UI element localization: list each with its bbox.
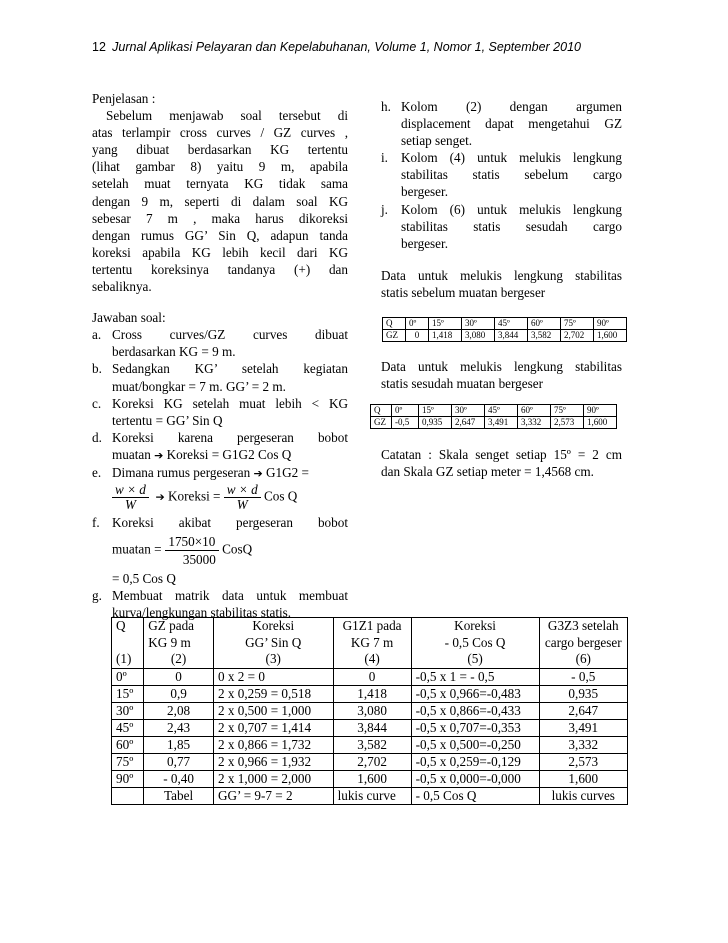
item-e [92, 464, 348, 512]
table-cell: -0,5 x 0,000=-0,000 [411, 770, 539, 787]
table-cell: 30º [462, 318, 495, 330]
fraction-denominator: W [236, 497, 248, 513]
table-cell: -0,5 x 0,500=-0,250 [411, 736, 539, 753]
penjelasan-line: setelah muat ternyata KG tidak sama [92, 176, 348, 192]
item-d-line: Koreksi karena pergeseran bobot [112, 429, 348, 445]
header-line: G1Z1 pada [342, 618, 402, 633]
arrow-icon: ➔ [155, 490, 165, 504]
table-cell: 3,080 [333, 702, 411, 719]
table-cell: 0,935 [539, 685, 627, 702]
table-cell: -0,5 x 1 = - 0,5 [411, 668, 539, 685]
table-cell: 0 x 2 = 0 [213, 668, 333, 685]
table-cell: - 0,5 Cos Q [411, 787, 539, 804]
table-body [112, 668, 628, 787]
item-j-line: Kolom (6) untuk melukis lengkung [401, 201, 622, 217]
penjelasan-line: sebesar 7 m , maka harus dikoreksi [92, 210, 348, 226]
header-cell-q [112, 618, 144, 669]
table-cell: 2 x 0,707 = 1,414 [213, 719, 333, 736]
table-row-q [371, 405, 617, 417]
table-cell: 15º [419, 405, 452, 417]
penjelasan-line: koreksi apabila KG lebih kecil dari KG [92, 244, 348, 260]
item-i [381, 149, 622, 200]
item-g-line: kurva/lengkungan stabilitas statis. [112, 605, 292, 621]
table-cell: 2 x 1,000 = 2,000 [213, 770, 333, 787]
table-cell: GG’ = 9-7 = 2 [213, 787, 333, 804]
cosq-label: CosQ [222, 541, 253, 557]
table-cell: 0º [392, 405, 419, 417]
item-b-line: muat/bongkar = 7 m. GG’ = 2 m. [112, 378, 286, 394]
table-cell: 60º [518, 405, 551, 417]
item-e-line [112, 464, 348, 482]
journal-title: Jurnal Aplikasi Pelayaran dan Kepelabuhanan, Volume 1, Nomor 1, September 2010 [112, 40, 581, 54]
item-j [381, 201, 622, 252]
item-a [92, 326, 348, 360]
table-cell: 2 x 0,259 = 0,518 [213, 685, 333, 702]
item-a-line: Cross curves/GZ curves dibuat [112, 327, 348, 343]
table-cell: 45º [495, 318, 528, 330]
jawaban-title: Jawaban soal: [92, 310, 166, 326]
item-i-line: Kolom (4) untuk melukis lengkung [401, 150, 622, 166]
table-cell: -0,5 x 0,707=-0,353 [411, 719, 539, 736]
table-cell: 90º [594, 318, 627, 330]
table-cell: -0,5 [392, 417, 419, 429]
table-cell: -0,5 x 0,866=-0,433 [411, 702, 539, 719]
table-cell: 0 [144, 668, 214, 685]
catatan-line: dan Skala GZ setiap meter = 1,4568 cm. [381, 464, 594, 480]
header-line: (6) [575, 651, 591, 666]
table-cell: Q [383, 318, 406, 330]
item-j-line: bergeser. [401, 235, 448, 251]
table-cell: 0º [406, 318, 429, 330]
penjelasan-title: Penjelasan : [92, 91, 156, 106]
table-cell: 1,600 [584, 417, 617, 429]
header-line: KG 9 m [148, 634, 191, 650]
header-line: GZ pada [148, 618, 195, 633]
fraction-numerator: 1750×10 [165, 533, 219, 551]
koreksi-label: Koreksi = [168, 488, 221, 504]
table-cell: 2,702 [561, 330, 594, 342]
item-label: d. [92, 429, 102, 445]
table-cell: 3,582 [528, 330, 561, 342]
table-row [112, 685, 628, 702]
fraction-denominator: W [124, 497, 136, 513]
table-cell: 2,43 [144, 719, 214, 736]
table-cell: 2,08 [144, 702, 214, 719]
table-cell: 1,600 [594, 330, 627, 342]
table-row [112, 702, 628, 719]
item-label: h. [381, 99, 391, 114]
item-c [92, 395, 348, 429]
page-number: 12 [92, 40, 106, 54]
table-cell: 75º [561, 318, 594, 330]
item-f-result: = 0,5 Cos Q [112, 571, 176, 587]
item-d-muatan: muatan [112, 446, 151, 462]
table-cell: 0,9 [144, 685, 214, 702]
table-cell: 2,702 [333, 753, 411, 770]
catatan-line: Catatan : Skala senget setiap 15º = 2 cm [381, 447, 622, 462]
caption-line: statis sesudah muatan bergeser [381, 376, 543, 392]
caption-line: Data untuk melukis lengkung stabilitas [381, 359, 622, 374]
penjelasan-line: dengan rumus GG’ Sin Q, adapun tanda [92, 227, 348, 243]
table-row [112, 770, 628, 787]
table-cell: 2 x 0,866 = 1,732 [213, 736, 333, 753]
data-sebelum-caption [381, 267, 622, 301]
table-header-row [112, 618, 628, 669]
header-cell-koreksi-cos [411, 618, 539, 669]
table-cell: 45º [112, 719, 144, 736]
header-line: GG’ Sin Q [245, 634, 302, 650]
header-cell-koreksi-gg [213, 618, 333, 669]
table-cell: 2,647 [452, 417, 485, 429]
table-cell: - 0,40 [144, 770, 214, 787]
header-line: cargo bergeser [544, 634, 622, 650]
table-cell: 2,573 [551, 417, 584, 429]
header-cell-gz [144, 618, 214, 669]
koreksi-table [111, 617, 628, 805]
table-cell: 30º [452, 405, 485, 417]
fraction-numerator: w × d [112, 483, 149, 498]
table-cell: -0,5 x 0,966=-0,483 [411, 685, 539, 702]
table-row-gz [383, 330, 627, 342]
fraction-numerator: w × d [224, 483, 261, 498]
item-f-line: Koreksi akibat pergeseran bobot [112, 515, 348, 531]
table-cell: 45º [485, 405, 518, 417]
header-line: (5) [467, 651, 483, 666]
penjelasan-line: yang dibuat berdasarkan KG tertentu [92, 142, 348, 158]
table-cell: GZ [371, 417, 392, 429]
header-line: Koreksi [454, 618, 496, 633]
header-line [116, 635, 139, 652]
table-cell: 75º [551, 405, 584, 417]
penjelasan-line: atas terlampir cross curves / GZ curves , [92, 125, 348, 141]
fraction-wd-over-W [224, 483, 261, 512]
penjelasan-line: sebaliknya. [92, 279, 152, 295]
running-header [92, 40, 581, 55]
item-i-line: stabilitas statis sebelum cargo [401, 167, 622, 183]
fraction-denominator: 35000 [182, 552, 216, 568]
table-cell: 1,418 [333, 685, 411, 702]
item-j-line: stabilitas statis sesudah cargo [401, 218, 622, 234]
table-footer-row [112, 787, 628, 804]
table-cell: 90º [112, 770, 144, 787]
item-i-line: bergeser. [401, 184, 448, 200]
table-cell: GZ [383, 330, 406, 342]
item-f [92, 514, 348, 587]
item-label: e. [92, 464, 102, 480]
item-c-line: tertentu = GG’ Sin Q [112, 412, 223, 428]
table-cell: lukis curves [539, 787, 627, 804]
header-line: G3Z3 setelah [547, 618, 619, 633]
item-e-g1g2: G1G2 = [266, 464, 309, 480]
table-cell: 75º [112, 753, 144, 770]
item-b-line: Sedangkan KG’ setelah kegiatan [112, 361, 348, 377]
table-cell: 1,600 [539, 770, 627, 787]
header-cell-g3z3 [539, 618, 627, 669]
table-cell: 0 [406, 330, 429, 342]
table-gz-sebelum [382, 317, 627, 342]
table-cell: 15º [429, 318, 462, 330]
table-row [112, 753, 628, 770]
table-cell: 3,332 [539, 736, 627, 753]
table-cell: 0 [333, 668, 411, 685]
table-cell: 0,77 [144, 753, 214, 770]
table-cell: 3,844 [495, 330, 528, 342]
item-label: c. [92, 395, 102, 411]
item-label: i. [381, 150, 388, 166]
item-label: b. [92, 361, 102, 377]
item-h-line: Kolom (2) dengan argumen [401, 99, 622, 114]
table-cell: 3,080 [462, 330, 495, 342]
item-label: j. [381, 201, 388, 217]
penjelasan-paragraph [92, 107, 348, 295]
table-cell: 3,582 [333, 736, 411, 753]
table-row [112, 736, 628, 753]
header-line: KG 7 m [350, 634, 394, 650]
table-cell: 3,332 [518, 417, 551, 429]
table-cell [112, 787, 144, 804]
item-e-formula [112, 483, 348, 512]
right-column [381, 98, 622, 301]
header-line: (3) [265, 651, 281, 666]
table-cell: 1,418 [429, 330, 462, 342]
table-cell: 2 x 0,966 = 1,932 [213, 753, 333, 770]
table-cell: 15º [112, 685, 144, 702]
item-d-koreksi: Koreksi = G1G2 Cos Q [166, 446, 292, 462]
item-f-formula [112, 533, 348, 568]
catatan-note [381, 446, 622, 480]
table-cell: 3,491 [485, 417, 518, 429]
data-sesudah-caption [381, 358, 622, 392]
header-line: (4) [364, 651, 380, 666]
item-a-line: berdasarkan KG = 9 m. [112, 344, 236, 360]
table-cell: 3,844 [333, 719, 411, 736]
item-label: g. [92, 588, 102, 604]
item-e-text: Dimana rumus pergeseran [112, 464, 251, 480]
item-b [92, 360, 348, 394]
table-row-gz [371, 417, 617, 429]
header-line: (1) [116, 651, 132, 666]
penjelasan-line: tertentu koreksinya tandanya (+) dan [92, 261, 348, 277]
table-cell: lukis curve [333, 787, 411, 804]
item-h-line: displacement dapat mengetahui GZ [401, 116, 622, 132]
item-g-line: Membuat matrik data untuk membuat [112, 588, 348, 604]
table-cell: - 0,5 [539, 668, 627, 685]
table-cell: 30º [112, 702, 144, 719]
header-line: - 0,5 Cos Q [444, 634, 506, 650]
header-line: Koreksi [252, 618, 295, 633]
table-cell: 3,491 [539, 719, 627, 736]
penjelasan-line: dengan 9 m, seperti di dalam soal KG [92, 193, 348, 209]
item-d-line [112, 446, 348, 464]
table-cell: Tabel [144, 787, 214, 804]
table-cell: 2 x 0,500 = 1,000 [213, 702, 333, 719]
table-cell: 0º [112, 668, 144, 685]
item-d [92, 429, 348, 464]
table-cell: 60º [528, 318, 561, 330]
left-column [92, 90, 348, 621]
caption-line: statis sebelum muatan bergeser [381, 284, 546, 300]
table-cell: -0,5 x 0,259=-0,129 [411, 753, 539, 770]
item-h-line: setiap senget. [401, 133, 473, 149]
fraction-wd-over-W [112, 483, 149, 512]
header-line: (2) [170, 651, 187, 666]
fraction-1750x10-over-35000 [165, 533, 219, 568]
muatan-label: muatan = [112, 541, 162, 557]
table-row [112, 719, 628, 736]
item-label: f. [92, 515, 100, 531]
header-cell-g1z1 [333, 618, 411, 669]
table-row-q [383, 318, 627, 330]
table-cell: 1,600 [333, 770, 411, 787]
table-cell: 90º [584, 405, 617, 417]
item-label: a. [92, 327, 102, 343]
arrow-icon: ➔ [253, 466, 263, 480]
penjelasan-line: (lihat gambar 8) yaitu 9 m, apabila [92, 159, 348, 175]
table-cell: 1,85 [144, 736, 214, 753]
header-line: Q [116, 618, 126, 633]
table-cell: 0,935 [419, 417, 452, 429]
table-row [112, 668, 628, 685]
cos-q-label: Cos Q [263, 488, 298, 504]
item-c-line: Koreksi KG setelah muat lebih < KG [112, 395, 348, 411]
table-cell: 2,647 [539, 702, 627, 719]
arrow-icon: ➔ [154, 448, 164, 462]
table-gz-sesudah [370, 404, 617, 429]
table-cell: 60º [112, 736, 144, 753]
penjelasan-line: Sebelum menjawab soal tersebut di [106, 108, 348, 124]
caption-line: Data untuk melukis lengkung stabilitas [381, 267, 622, 283]
item-h [381, 98, 622, 149]
table-cell: 2,573 [539, 753, 627, 770]
table-cell: Q [371, 405, 392, 417]
